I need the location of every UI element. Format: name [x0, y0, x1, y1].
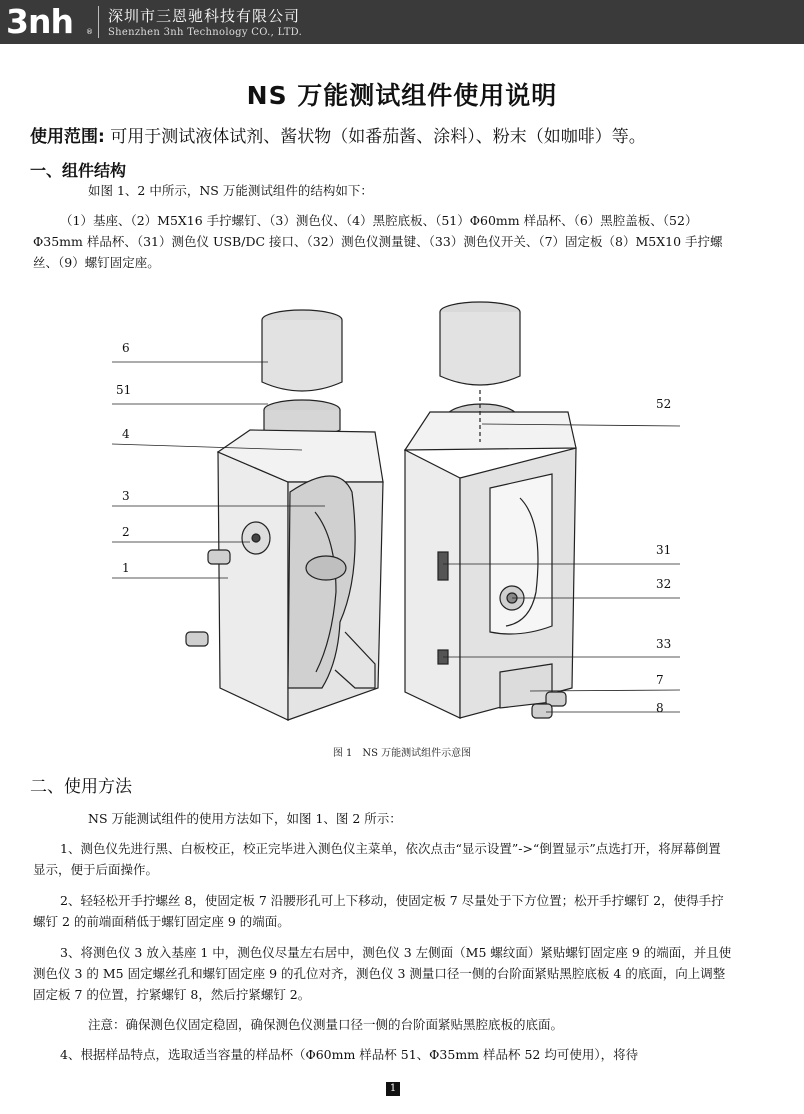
label-3: 3 [122, 489, 130, 503]
structure-intro: 如图 1、2 中所示，NS 万能测试组件的结构如下： [88, 183, 373, 198]
usage-intro: NS 万能测试组件的使用方法如下，如图 1、图 2 所示： [88, 811, 402, 826]
company-name-cn: 深圳市三恩驰科技有限公司 [108, 7, 301, 25]
label-51: 51 [116, 383, 132, 397]
label-4: 4 [122, 427, 130, 441]
label-2: 2 [122, 525, 130, 539]
section-heading-structure: 一、组件结构 [30, 161, 127, 180]
usage-note: 注意：确保测色仪固定稳固，确保测色仪测量口径一侧的台阶面紧贴黑腔底板的底面。 [88, 1017, 564, 1032]
label-32: 32 [656, 577, 672, 591]
company-name-en: Shenzhen 3nh Technology CO., LTD. [108, 27, 303, 38]
usage-scope-label: 使用范围: [30, 127, 105, 147]
usage-step-4: 4、根据样品特点，选取适当容量的样品杯（Φ60mm 样品杯 51、Φ35mm 样品杯 52 均可使用），将待 [60, 1047, 639, 1062]
page-header [0, 0, 804, 44]
usage-step-1: 1、测色仪先进行黑、白板校正，校正完毕进入测色仪主菜单，依次点击“显示设置”->“倒置显示”点选打开，将屏幕倒置显示，便于后面操作。 [33, 841, 721, 877]
label-52: 52 [656, 397, 672, 411]
label-6: 6 [122, 341, 130, 355]
label-8: 8 [656, 701, 664, 715]
label-33: 33 [656, 637, 672, 651]
right-assembly [405, 302, 576, 718]
label-7: 7 [656, 673, 664, 687]
usage-scope-text: 可用于测试液体试剂、酱状物（如番茄酱、涂料）、粉末（如咖啡）等。 [110, 127, 646, 147]
document-title: NS 万能测试组件使用说明 [246, 81, 558, 110]
structure-parts-list: （1）基座、（2）M5X16 手拧螺钉、（3）测色仪、（4）黑腔底板、（51）Φ60mm 样品杯、（6）黑腔盖板、（52）Φ35mm 样品杯、（31）测色仪 USB/DC 接口、（32）测色仪测量键、（33）测色仪开关、（7）固定板（8）M5X10 手拧螺丝、（9）螺钉固定座。 [33, 213, 723, 270]
header-divider [98, 6, 99, 38]
component-diagram [100, 292, 720, 732]
logo [0, 0, 92, 44]
registered-mark: ® [86, 28, 93, 36]
page-number: 1 [386, 1082, 400, 1096]
usage-step-3: 3、将测色仪 3 放入基座 1 中，测色仪尽量左右居中，测色仪 3 左侧面（M5 螺纹面）紧贴螺钉固定座 9 的端面，并且使测色仪 3 的 M5 固定螺丝孔和螺钉固定座 9 的孔位对齐，测色仪 3 测量口径一侧的台阶面紧贴黑腔底板 4 的底面，向上调整固定板 7 的位置，拧紧螺钉 8，然后拧紧螺钉 2。 [33, 945, 732, 1002]
label-1: 1 [122, 561, 130, 575]
figure-caption: 图 1 NS 万能测试组件示意图 [332, 748, 472, 759]
left-assembly [186, 310, 383, 720]
usage-scope [30, 122, 646, 147]
logo-text: 3nh [6, 2, 73, 41]
section-heading-usage: 二、使用方法 [30, 777, 132, 797]
usage-step-2: 2、轻轻松开手拧螺丝 8，使固定板 7 沿腰形孔可上下移动，使固定板 7 尽量处于下方位置；松开手拧螺钉 2，使得手拧螺钉 2 的前端面稍低于螺钉固定座 9 的端面。 [33, 893, 724, 929]
label-31: 31 [656, 543, 672, 557]
